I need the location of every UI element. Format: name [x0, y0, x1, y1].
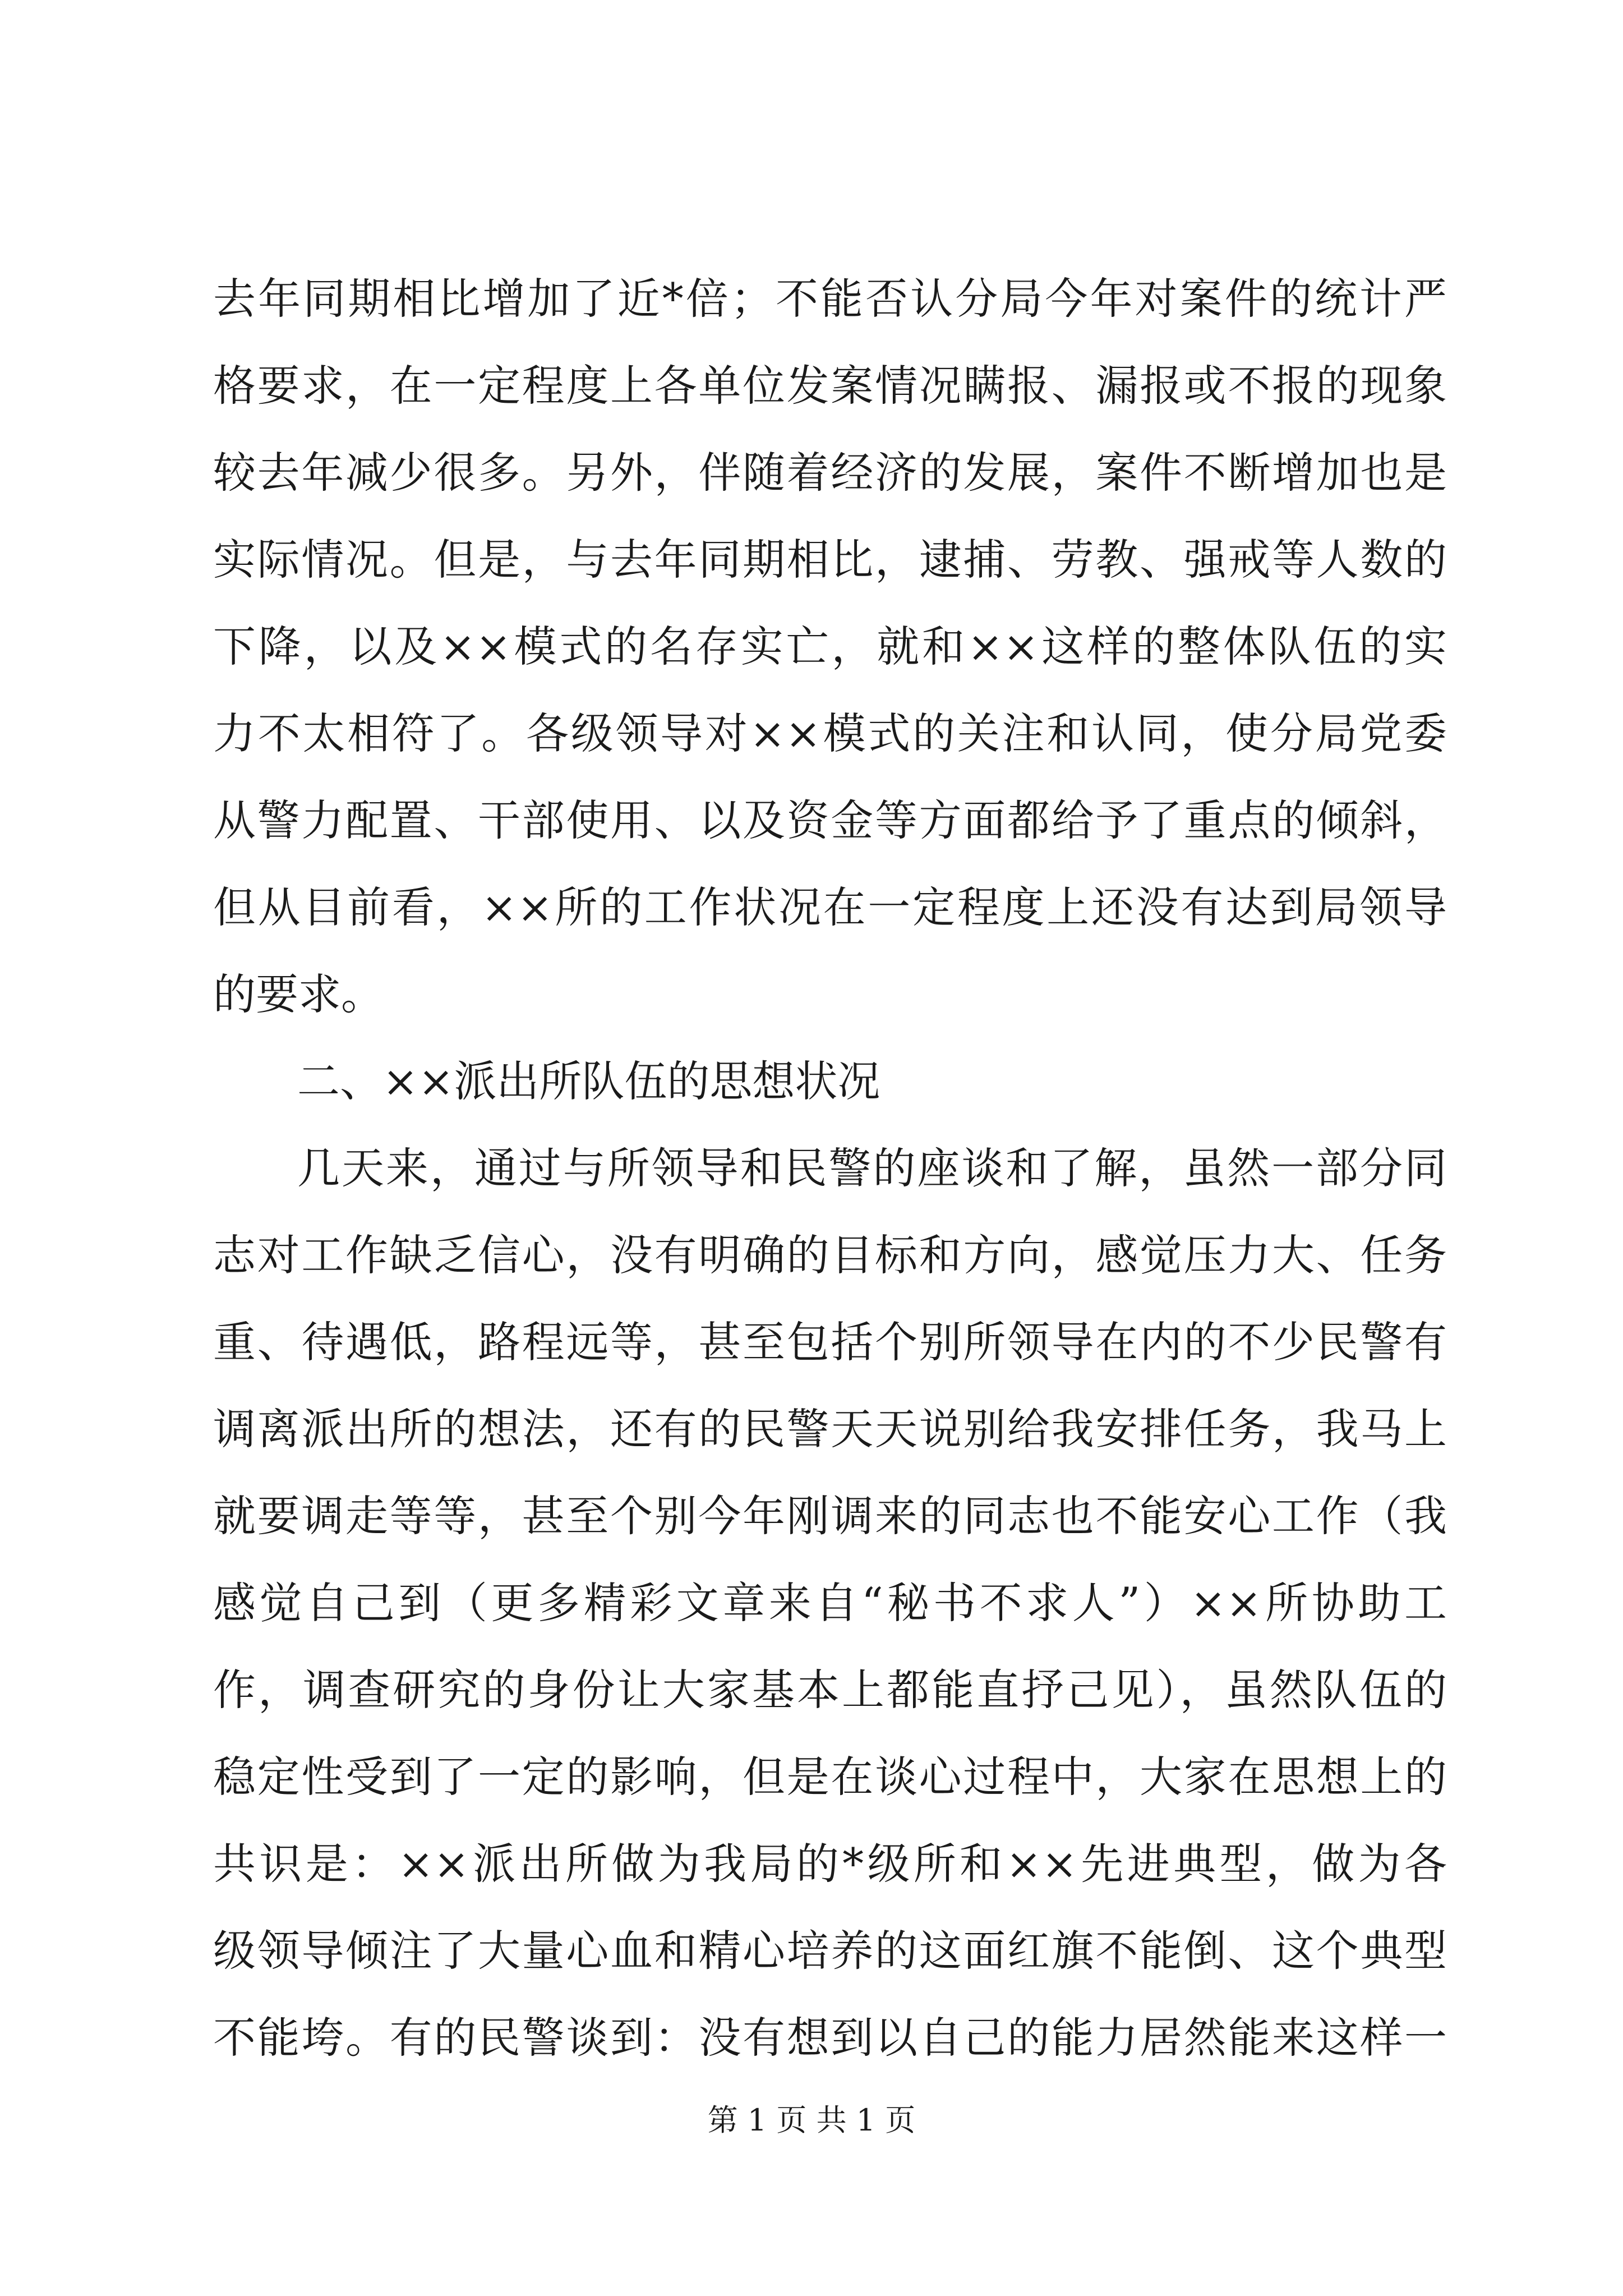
text-line: 感觉自己到（更多精彩文章来自“秘书不求人”）××所协助工 [213, 1578, 1447, 1628]
text-line: 共识是：××派出所做为我局的*级所和××先进典型，做为各 [213, 1839, 1447, 1889]
text-line: 但从目前看，××所的工作状况在一定程度上还没有达到局领导 [213, 882, 1447, 932]
text-line: 格要求，在一定程度上各单位发案情况瞒报、漏报或不报的现象 [213, 361, 1447, 411]
text-line: 实际情况。但是，与去年同期相比，逮捕、劳教、强戒等人数的 [213, 535, 1447, 585]
page-footer [0, 2098, 1623, 2143]
body-text [213, 255, 1447, 2081]
text-line: 较去年减少很多。另外，伴随着经济的发展，案件不断增加也是 [213, 448, 1447, 498]
text-line: 重、待遇低，路程远等，甚至包括个别所领导在内的不少民警有 [213, 1317, 1447, 1367]
text-line: 就要调走等等，甚至个别今年刚调来的同志也不能安心工作（我 [213, 1491, 1447, 1541]
text-line: 从警力配置、干部使用、以及资金等方面都给予了重点的倾斜， [213, 795, 1447, 845]
text-line: 不能垮。有的民警谈到：没有想到以自己的能力居然能来这样一 [213, 2013, 1447, 2063]
page-number-label: 第 1 页 共 1 页 [707, 2102, 916, 2138]
text-line: 下降，以及××模式的名存实亡，就和××这样的整体队伍的实 [213, 622, 1447, 671]
section-heading: 二、××派出所队伍的思想状况 [297, 1056, 880, 1106]
text-line: 调离派出所的想法，还有的民警天天说别给我安排任务，我马上 [213, 1404, 1447, 1454]
text-line: 级领导倾注了大量心血和精心培养的这面红旗不能倒、这个典型 [213, 1926, 1447, 1976]
text-line: 志对工作缺乏信心，没有明确的目标和方向，感觉压力大、任务 [213, 1230, 1447, 1280]
text-line: 力不太相符了。各级领导对××模式的关注和认同，使分局党委 [213, 708, 1447, 758]
text-line: 去年同期相比增加了近*倍；不能否认分局今年对案件的统计严 [213, 274, 1447, 324]
text-line: 几天来，通过与所领导和民警的座谈和了解，虽然一部分同 [297, 1143, 1447, 1193]
text-line: 的要求。 [213, 969, 384, 1019]
text-line: 稳定性受到了一定的影响，但是在谈心过程中，大家在思想上的 [213, 1752, 1447, 1802]
text-line: 作，调查研究的身份让大家基本上都能直抒己见），虽然队伍的 [213, 1665, 1447, 1715]
